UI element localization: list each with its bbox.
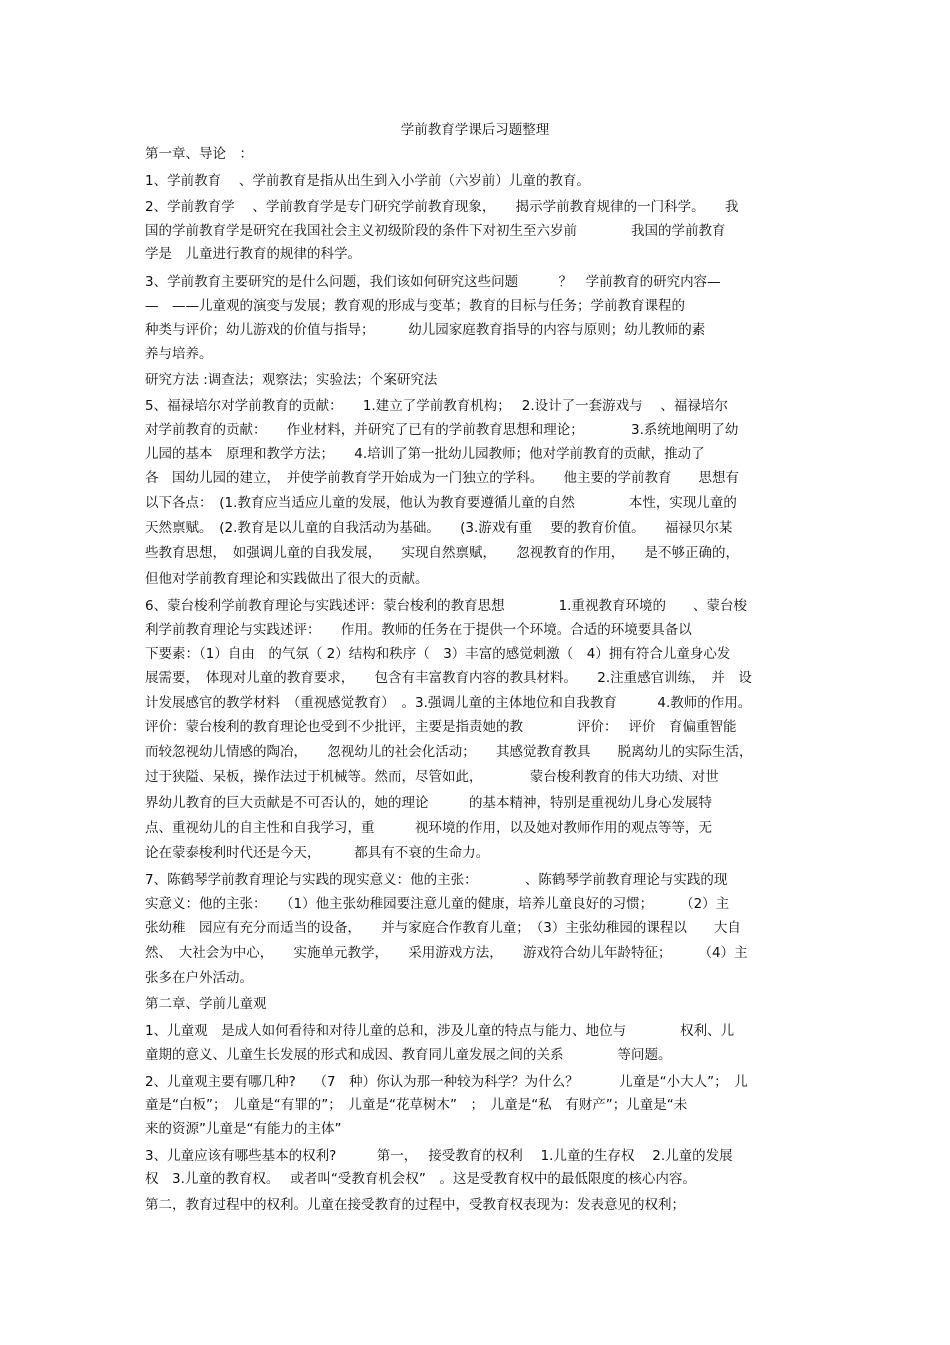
text-line: 7、陈鹤琴学前教育理论与实践的现实意义：他的主张： 、陈鹤琴学前教育理论与实践的现 — [145, 872, 728, 888]
text-line: 3、学前教育主要研究的是什么问题，我们该如何研究这些问题 ？ 学前教育的研究内容— — [145, 274, 721, 290]
text-line: 儿园的基本 原理和教学方法； 4.培训了第一批幼儿园教师；他对学前教育的贡献，推动了 — [145, 446, 705, 462]
text-line: 展需要， 体现对儿童的教育要求， 包含有丰富教育内容的教具材料。 2.注重感官训练， 并 设 — [145, 670, 752, 686]
chapter-1-heading: 第一章、导论 ： — [145, 146, 253, 162]
text-line: 些教育思想， 如强调儿童的自我发展， 实现自然禀赋， 忽视教育的作用， 是不够正确的， — [145, 545, 739, 561]
text-line: 张多在户外活动。 — [145, 970, 253, 986]
text-line: 天然禀赋。 (2.教育是以儿童的自我活动为基础。 (3.游戏有重 要的教育价值。 福禄贝尔某 — [145, 520, 733, 536]
text-line: 第二，教育过程中的权利。儿童在接受教育的过程中，受教育权表现为：发表意见的权利； — [145, 1197, 685, 1213]
text-line: 2、儿童观主要有哪几种? （7 种）你认为那一种较为科学？为什么？ 儿童是“小大人”； 儿 — [145, 1074, 748, 1090]
text-line: 张幼稚 园应有充分而适当的设备， 并与家庭合作教育儿童； （3）主张幼稚园的课程以 大自 — [145, 920, 741, 936]
text-line: 论在蒙泰梭利时代还是今天， 都具有不衰的生命力。 — [145, 845, 490, 861]
text-line: 权 3.儿童的教育权。 或者叫“受教育机会权” 。这是受教育权中的最低限度的核心内容。 — [145, 1171, 696, 1187]
text-line: 评价：蒙台梭利的教育理论也受到不少批评，主要是指责她的教 评价： 评价 育偏重智能 — [145, 719, 737, 735]
text-line: 但他对学前教育理论和实践做出了很大的贡献。 — [145, 571, 429, 587]
text-line: 1、儿童观 是成人如何看待和对待儿童的总和，涉及儿童的特点与能力、地位与 权利、儿 — [145, 1023, 735, 1039]
text-line: 来的资源”儿童是“有能力的主体” — [145, 1121, 342, 1137]
text-line: 2、学前教育学 、学前教育学是专门研究学前教育现象， 揭示学前教育规律的一门科学。 我 — [145, 199, 739, 215]
chapter-2-heading: 第二章、学前儿童观 — [145, 996, 267, 1012]
text-line: 研究方法 :调查法；观察法；实验法；个案研究法 — [145, 372, 438, 388]
text-line: 利学前教育理论与实践述评： 作用。教师的任务在于提供一个环境。合适的环境要具备以 — [145, 622, 692, 638]
document-title: 学前教育学课后习题整理 — [400, 122, 550, 138]
text-line: 然、 大社会为中心， 实施单元教学， 采用游戏方法， 游戏符合幼儿年龄特征； （4）主 — [145, 945, 748, 961]
text-line: 各 国幼儿园的建立， 并使学前教育学开始成为一门独立的学科。 他主要的学前教育 思想有 — [145, 470, 739, 486]
text-line: 界幼儿教育的巨大贡献是不可否认的，她的理论 的基本精神，特别是重视幼儿身心发展特 — [145, 795, 712, 811]
text-line: 5、福禄培尔对学前教育的贡献： 1.建立了学前教育机构； 2.设计了一套游戏与 、福禄培尔 — [145, 398, 728, 414]
text-line: 计发展感官的教学材料 （重视感觉教育） 。3.强调儿童的主体地位和自我教育 4.教师的作用。 — [145, 695, 752, 711]
text-line: 童是“白板”； 儿童是“有罪的”； 儿童是“花草树木” ； 儿童是“私 有财产”；儿童是“未 — [145, 1097, 688, 1113]
text-line: 学是 儿童进行教育的规律的科学。 — [145, 246, 361, 262]
text-line: 实意义：他的主张： （1）他主张幼稚园要注意儿童的健康，培养儿童良好的习惯； （2）主 — [145, 896, 730, 912]
text-line: 种类与评价；幼儿游戏的价值与指导； 幼儿园家庭教育指导的内容与原则；幼儿教师的素 — [145, 322, 706, 338]
text-line: 1、学前教育 、学前教育是指从出生到入小学前（六岁前）儿童的教育。 — [145, 173, 590, 189]
text-line: 过于狭隘、呆板，操作法过于机械等。然而，尽管如此， 蒙台梭利教育的伟大功绩、对世 — [145, 769, 719, 785]
text-line: 点、重视幼儿的自主性和自我学习，重 视环境的作用，以及她对教师作用的观点等等，无 — [145, 820, 712, 836]
text-line: 国的学前教育学是研究在我国社会主义初级阶段的条件下对初生至六岁前 我国的学前教育 — [145, 223, 726, 239]
text-line: 而较忽视幼儿情感的陶冶， 忽视幼儿的社会化活动； 其感觉教育教具 脱离幼儿的实际生活， — [145, 744, 753, 760]
text-line: 对学前教育的贡献： 作业材料，并研究了已有的学前教育思想和理论； 3.系统地阐明了幼 — [145, 422, 739, 438]
text-line: 6、蒙台梭利学前教育理论与实践述评：蒙台梭利的教育思想 1.重视教育环境的 、蒙台梭 — [145, 598, 747, 614]
text-line: 3、儿童应该有哪些基本的权利? 第一， 接受教育的权利 1.儿童的生存权 2.儿童的发展 — [145, 1148, 733, 1164]
text-line: — ——儿童观的演变与发展；教育观的形成与变革；教育的目标与任务；学前教育课程的 — [145, 298, 685, 314]
text-line: 以下各点： (1.教育应当适应儿童的发展，他认为教育要遵循儿童的自然 本性，实现儿童的 — [145, 495, 737, 511]
text-line: 下要素：（1）自由 的气氛（ 2）结构和秩序（ 3）丰富的感觉刺激（ 4）拥有符合儿童身心发 — [145, 646, 731, 662]
text-line: 养与培养。 — [145, 346, 213, 362]
text-line: 童期的意义、儿童生长发展的形式和成因、教育同儿童发展之间的关系 等问题。 — [145, 1047, 672, 1063]
